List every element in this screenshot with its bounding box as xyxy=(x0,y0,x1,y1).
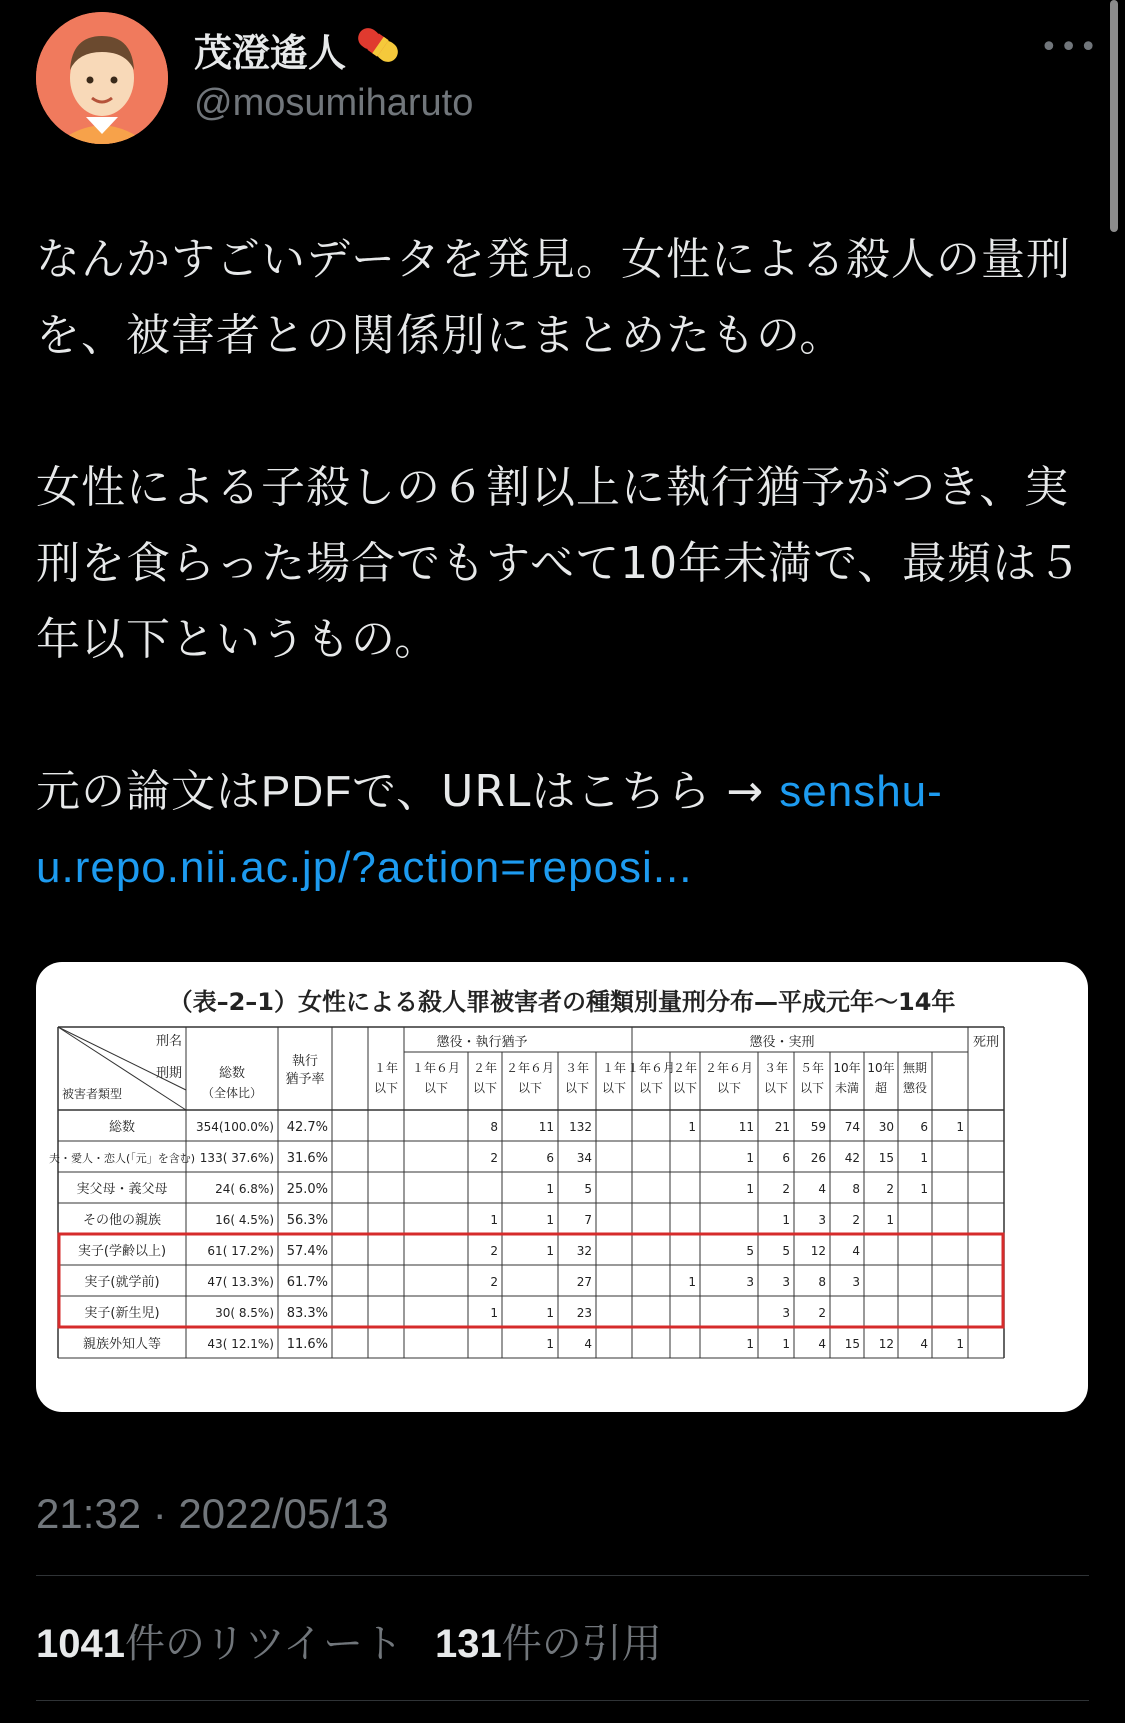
author-display-name[interactable]: 茂澄遙人 xyxy=(194,31,347,75)
row-cell: 21 xyxy=(774,1120,790,1134)
header-group-suspended: 懲役・執行猶予 xyxy=(436,1035,528,1050)
header-sousu: 総数 xyxy=(218,1066,246,1081)
header-term: ２年６月 xyxy=(704,1061,754,1075)
row-cell: 2 xyxy=(852,1213,860,1227)
row-cell: 32 xyxy=(576,1244,592,1258)
row-cell: 8 xyxy=(490,1120,498,1134)
row-cell: 23 xyxy=(576,1306,592,1320)
row-cell: 2 xyxy=(886,1182,894,1196)
retweets-stat[interactable] xyxy=(36,1612,403,1669)
header-term: 以下 xyxy=(373,1081,399,1095)
row-cell: 1 xyxy=(688,1275,696,1289)
header-term: 無期 xyxy=(902,1061,928,1075)
row-cell: 1 xyxy=(546,1182,554,1196)
author-handle[interactable]: @mosumiharuto xyxy=(194,82,474,124)
row-cell: 6 xyxy=(920,1120,928,1134)
row-cell: 12 xyxy=(878,1337,894,1351)
header-term: １年６月 xyxy=(626,1061,676,1075)
header-term: 以下 xyxy=(799,1081,825,1095)
tweet-paragraph-1: なんかすごいデータを発見。女性による殺人の量刑を、被害者との関係別にまとめたもの。 xyxy=(36,234,1071,361)
engagement-stats xyxy=(36,1612,662,1669)
row-cell: 1 xyxy=(546,1213,554,1227)
header-term: １年 xyxy=(601,1061,627,1075)
header-higaisha: 被害者類型 xyxy=(62,1087,123,1101)
tweet-media-table-image[interactable] xyxy=(36,962,1088,1412)
header-term: ２年 xyxy=(472,1061,498,1075)
row-cell: 4 xyxy=(920,1337,928,1351)
header-keimei: 刑名 xyxy=(155,1034,182,1049)
row-total: 61( 17.2%) xyxy=(207,1244,274,1258)
row-cell: 1 xyxy=(746,1182,754,1196)
p3-pdf: PDF xyxy=(261,767,352,816)
row-cell: 1 xyxy=(956,1120,964,1134)
row-cell: 2 xyxy=(782,1182,790,1196)
p3-prefix: 元の論文は xyxy=(36,766,261,817)
row-cell: 6 xyxy=(782,1151,790,1165)
quotes-label: 件の引用 xyxy=(501,1621,662,1667)
row-cell: 4 xyxy=(818,1337,826,1351)
row-cell: 4 xyxy=(818,1182,826,1196)
row-rate: 57.4% xyxy=(286,1244,328,1259)
header-term: 未満 xyxy=(834,1081,860,1095)
row-cell: 7 xyxy=(584,1213,592,1227)
row-rate: 11.6% xyxy=(286,1337,328,1352)
row-cell: 3 xyxy=(782,1306,790,1320)
tweet-text xyxy=(36,222,1096,906)
row-cell: 3 xyxy=(746,1275,754,1289)
row-total: 354(100.0%) xyxy=(195,1120,274,1134)
row-label: 実父母・義父母 xyxy=(76,1182,168,1197)
row-cell: 6 xyxy=(546,1151,554,1165)
row-total: 30( 8.5%) xyxy=(215,1306,274,1320)
row-cell: 1 xyxy=(546,1244,554,1258)
header-zentai: （全体比） xyxy=(201,1086,263,1100)
row-cell: 59 xyxy=(810,1120,826,1134)
row-rate: 42.7% xyxy=(286,1120,328,1135)
row-cell: 12 xyxy=(810,1244,826,1258)
avatar[interactable] xyxy=(36,12,168,144)
row-cell: 1 xyxy=(782,1213,790,1227)
tweet-paragraph-3 xyxy=(36,754,1096,906)
header-term: 以下 xyxy=(472,1081,498,1095)
row-cell: 42 xyxy=(844,1151,860,1165)
retweets-label: 件のリツイート xyxy=(124,1621,403,1667)
header-term: 以下 xyxy=(601,1081,627,1095)
timestamp[interactable]: 21:32 · 2022/05/13 xyxy=(36,1490,389,1537)
row-cell: 34 xyxy=(576,1151,592,1165)
row-cell: 15 xyxy=(844,1337,860,1351)
row-cell: 2 xyxy=(818,1306,826,1320)
row-cell: 11 xyxy=(538,1120,554,1134)
row-label: 実子(就学前) xyxy=(84,1275,160,1290)
row-cell: 4 xyxy=(584,1337,592,1351)
header-term: ３年 xyxy=(763,1061,789,1075)
header-term: 以下 xyxy=(672,1081,698,1095)
row-cell: 30 xyxy=(878,1120,894,1134)
header-term: 以下 xyxy=(423,1081,449,1095)
tweet-paragraph-2: 女性による子殺しの６割以上に執行猶予がつき、実刑を食らった場合でもすべて10年未満で、最頻は５年以下というもの。 xyxy=(36,462,1083,665)
row-cell: 1 xyxy=(956,1337,964,1351)
row-cell: 1 xyxy=(920,1151,928,1165)
row-cell: 11 xyxy=(738,1120,754,1134)
row-cell: 26 xyxy=(810,1151,826,1165)
row-rate: 61.7% xyxy=(286,1275,328,1290)
header-death: 死刑 xyxy=(972,1035,1000,1050)
header-term: 以下 xyxy=(517,1081,543,1095)
header-term: 懲役 xyxy=(902,1081,928,1095)
header-term: 10年 xyxy=(833,1061,861,1075)
header-shikko: 執行 xyxy=(291,1054,319,1069)
row-rate: 83.3% xyxy=(286,1306,328,1321)
header-term: ５年 xyxy=(799,1061,825,1075)
row-cell: 1 xyxy=(746,1151,754,1165)
row-total: 24( 6.8%) xyxy=(215,1182,274,1196)
row-cell: 1 xyxy=(546,1306,554,1320)
row-cell: 3 xyxy=(818,1213,826,1227)
row-rate: 25.0% xyxy=(286,1182,328,1197)
row-cell: 132 xyxy=(569,1120,592,1134)
row-cell: 1 xyxy=(688,1120,696,1134)
header-term: 以下 xyxy=(638,1081,664,1095)
p3-mid: で、URLはこちら → xyxy=(352,766,780,817)
scrollbar[interactable] xyxy=(1110,0,1118,232)
row-total: 133( 37.6%) xyxy=(199,1151,274,1165)
row-cell: 1 xyxy=(490,1213,498,1227)
header-keiki: 刑期 xyxy=(155,1066,182,1081)
row-label: 総数 xyxy=(108,1120,136,1135)
row-label: その他の親族 xyxy=(82,1213,162,1228)
row-cell: 1 xyxy=(490,1306,498,1320)
header-term: １年６月 xyxy=(411,1061,461,1075)
row-cell: 2 xyxy=(490,1244,498,1258)
row-cell: 8 xyxy=(818,1275,826,1289)
header-term: 以下 xyxy=(716,1081,742,1095)
row-cell: 1 xyxy=(886,1213,894,1227)
header-term: ３年 xyxy=(564,1061,590,1075)
row-cell: 5 xyxy=(584,1182,592,1196)
header-term: 以下 xyxy=(564,1081,590,1095)
row-total: 43( 12.1%) xyxy=(207,1337,274,1351)
header-shikko: 猶予率 xyxy=(285,1072,325,1087)
more-options-icon[interactable]: ••• xyxy=(1040,30,1100,65)
row-cell: 2 xyxy=(490,1275,498,1289)
quotes-count: 131 xyxy=(434,1622,502,1666)
divider-top xyxy=(36,1575,1089,1576)
row-cell: 5 xyxy=(782,1244,790,1258)
header-term: ２年６月 xyxy=(505,1061,555,1075)
row-cell: 1 xyxy=(920,1182,928,1196)
avatar-illustration xyxy=(36,12,168,144)
header-group-prison: 懲役・実刑 xyxy=(749,1035,815,1050)
row-cell: 1 xyxy=(546,1337,554,1351)
divider-bottom xyxy=(36,1700,1089,1701)
table-title: （表–2–1）女性による殺人罪被害者の種類別量刑分布—平成元年〜14年 xyxy=(168,988,956,1016)
sentencing-table xyxy=(36,962,1088,1412)
highlight-box xyxy=(59,1234,1003,1327)
header-term: 10年 xyxy=(867,1061,895,1075)
row-rate: 56.3% xyxy=(286,1213,328,1228)
row-label: 夫・愛人・恋人(「元」を含む) xyxy=(48,1152,196,1165)
row-rate: 31.6% xyxy=(286,1151,328,1166)
row-cell: 4 xyxy=(852,1244,860,1258)
header-term: ２年 xyxy=(672,1061,698,1075)
row-cell: 15 xyxy=(878,1151,894,1165)
row-cell: 2 xyxy=(490,1151,498,1165)
header-term: 以下 xyxy=(763,1081,789,1095)
row-cell: 27 xyxy=(576,1275,592,1289)
row-cell: 5 xyxy=(746,1244,754,1258)
row-label: 親族外知人等 xyxy=(82,1337,162,1352)
row-total: 47( 13.3%) xyxy=(207,1275,274,1289)
retweets-count: 1041 xyxy=(36,1622,125,1666)
pill-emoji-icon xyxy=(352,23,404,76)
row-cell: 3 xyxy=(782,1275,790,1289)
row-label: 実子(学齢以上) xyxy=(77,1244,167,1259)
row-cell: 1 xyxy=(746,1337,754,1351)
header-term: 超 xyxy=(874,1081,888,1095)
row-cell: 74 xyxy=(844,1120,860,1134)
row-cell: 1 xyxy=(782,1337,790,1351)
paper-link[interactable]: senshu-u.repo.nii.ac.jp/?action=reposi... xyxy=(36,767,943,892)
header-term: １年 xyxy=(373,1061,399,1075)
author-display-name-row[interactable] xyxy=(194,22,404,77)
row-cell: 8 xyxy=(852,1182,860,1196)
row-cell: 3 xyxy=(852,1275,860,1289)
row-total: 16( 4.5%) xyxy=(215,1213,274,1227)
quotes-stat[interactable] xyxy=(435,1612,662,1669)
row-label: 実子(新生児) xyxy=(84,1306,160,1321)
